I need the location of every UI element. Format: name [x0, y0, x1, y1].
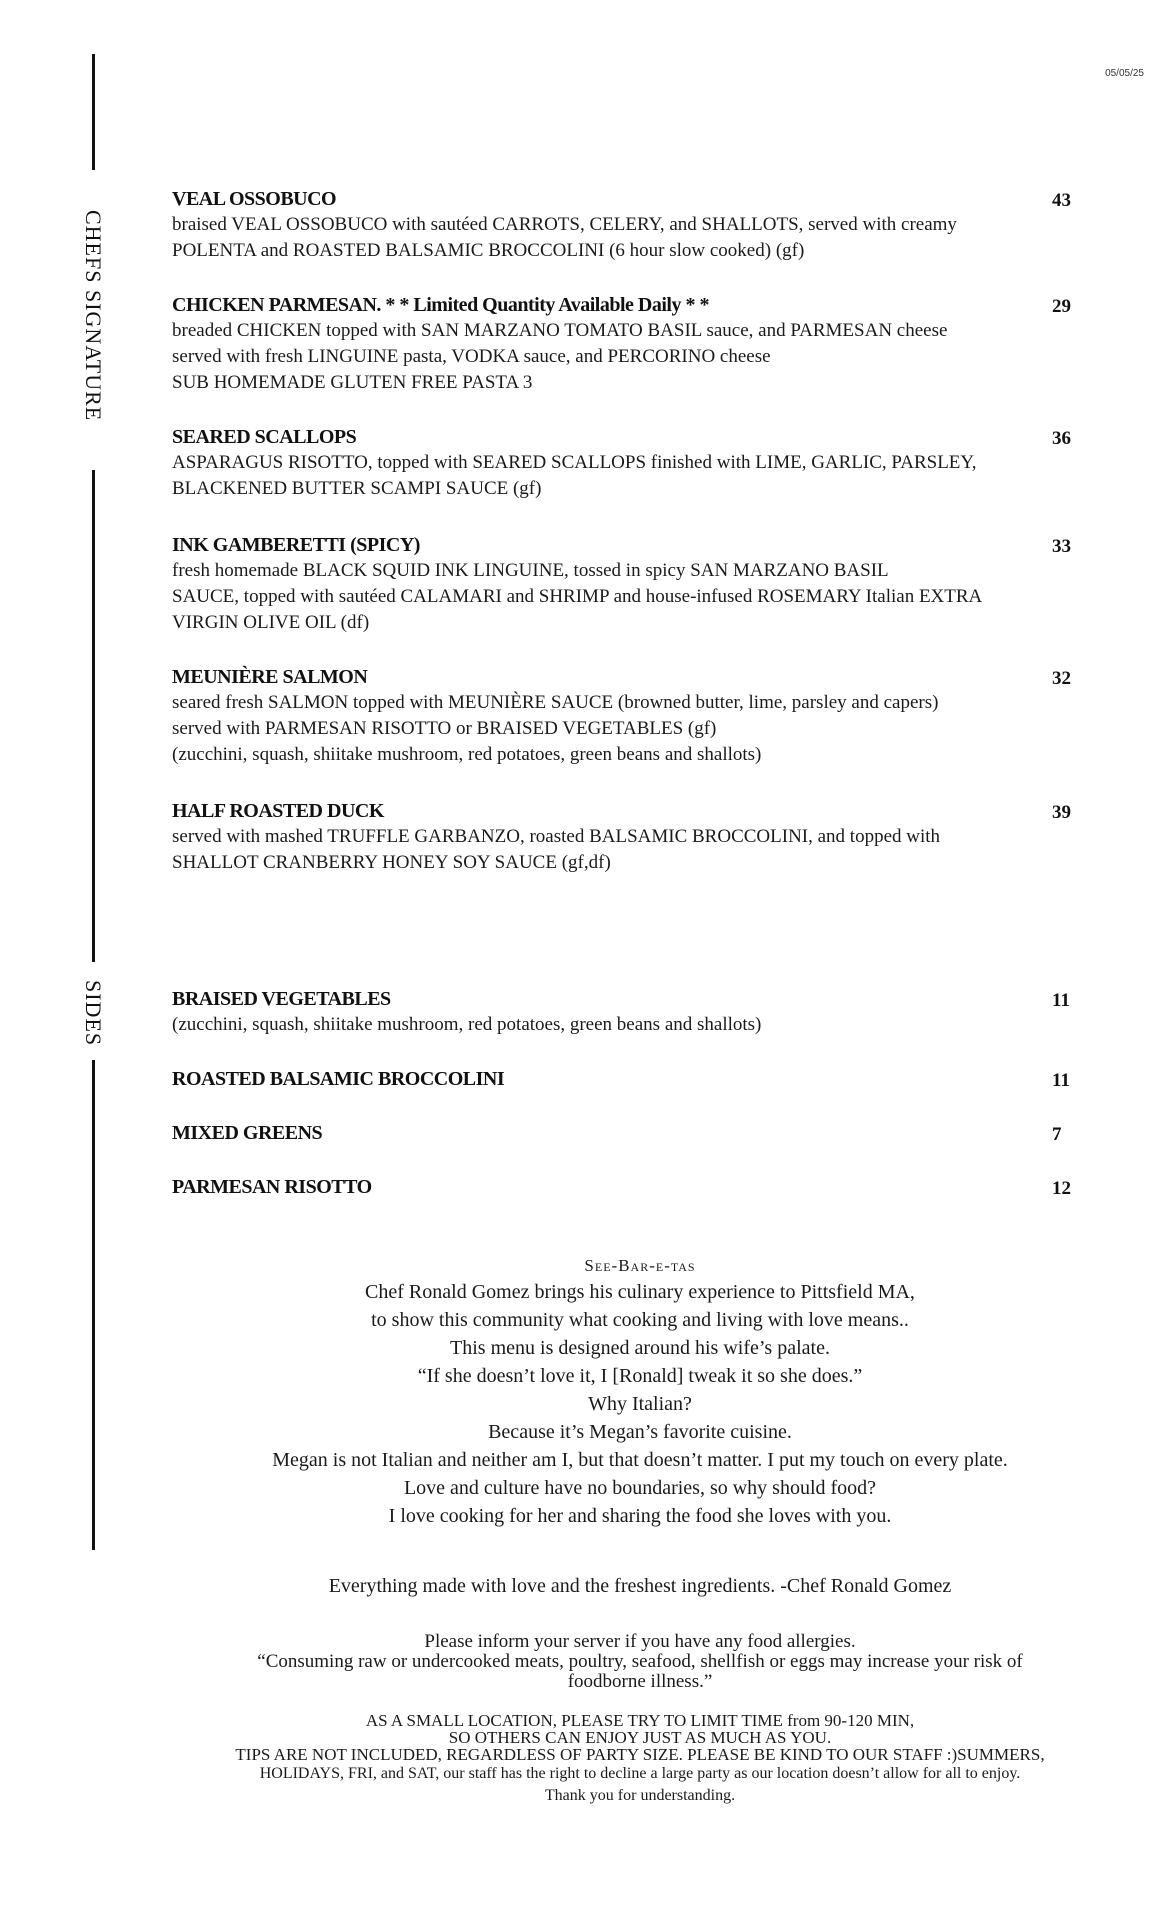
- policy-notice: [160, 1712, 1120, 1807]
- item-name: HALF ROASTED DUCK: [172, 800, 384, 822]
- item-name: ROASTED BALSAMIC BROCCOLINI: [172, 1068, 505, 1090]
- item-description: BLACKENED BUTTER SCAMPI SAUCE (gf): [172, 478, 542, 499]
- allergy-notice: [160, 1632, 1120, 1692]
- item-name: SEARED SCALLOPS: [172, 426, 357, 448]
- item-description: SUB HOMEMADE GLUTEN FREE PASTA 3: [172, 372, 533, 393]
- story-line: Megan is not Italian and neither am I, but that doesn’t matter. I put my touch on every plate.: [272, 1449, 1008, 1471]
- policy-line: Thank you for understanding.: [544, 1787, 736, 1804]
- policy-line: HOLIDAYS, FRI, and SAT, our staff has the right to decline a large party as our location doesn’t allow for all to enjoy.: [259, 1765, 1021, 1782]
- item-description: fresh homemade BLACK SQUID INK LINGUINE, tossed in spicy SAN MARZANO BASIL: [172, 560, 889, 581]
- section-label-signature: CHEFS SIGNATURE: [81, 210, 106, 422]
- item-price: 33: [1052, 536, 1071, 557]
- restaurant-name: See-Bar-e-tas: [584, 1256, 696, 1275]
- menu-item: [172, 986, 1092, 1038]
- divider-line: [92, 470, 95, 962]
- menu-item: [172, 664, 1092, 768]
- allergy-line: foodborne illness.”: [567, 1671, 713, 1692]
- item-price: 11: [1052, 990, 1070, 1011]
- item-description: (zucchini, squash, shiitake mushroom, red potatoes, green beans and shallots): [172, 744, 762, 765]
- item-description: served with PARMESAN RISOTTO or BRAISED VEGETABLES (gf): [172, 718, 717, 739]
- policy-line: TIPS ARE NOT INCLUDED, REGARDLESS OF PARTY SIZE. PLEASE BE KIND TO OUR STAFF :)SUMMERS,: [235, 1745, 1045, 1764]
- divider-line: [92, 54, 95, 170]
- menu-item: [172, 798, 1092, 876]
- restaurant-story: [160, 1254, 1120, 1530]
- item-name: VEAL OSSOBUCO: [172, 188, 337, 210]
- item-price: 36: [1052, 428, 1071, 449]
- policy-line: SO OTHERS CAN ENJOY JUST AS MUCH AS YOU.: [448, 1728, 832, 1747]
- item-name: INK GAMBERETTI (SPICY): [172, 534, 420, 556]
- story-line: Why Italian?: [588, 1393, 692, 1415]
- item-description: VIRGIN OLIVE OIL (df): [172, 612, 370, 633]
- item-name: MEUNIÈRE SALMON: [172, 666, 368, 688]
- item-price: 29: [1052, 296, 1071, 317]
- menu-item: [172, 424, 1092, 502]
- item-name: PARMESAN RISOTTO: [172, 1176, 372, 1198]
- divider-line: [92, 1060, 95, 1550]
- item-name: CHICKEN PARMESAN. * * Limited Quantity Available Daily * *: [172, 294, 709, 316]
- chef-signoff: [160, 1572, 1120, 1600]
- item-description: served with fresh LINGUINE pasta, VODKA sauce, and PERCORINO cheese: [172, 346, 771, 367]
- item-name: BRAISED VEGETABLES: [172, 988, 391, 1010]
- item-description: POLENTA and ROASTED BALSAMIC BROCCOLINI (6 hour slow cooked) (gf): [172, 240, 805, 261]
- menu-item: [172, 292, 1092, 396]
- item-price: 32: [1052, 668, 1071, 689]
- item-price: 43: [1052, 190, 1071, 211]
- item-price: 7: [1052, 1124, 1062, 1145]
- menu-item: [172, 532, 1092, 636]
- allergy-line: “Consuming raw or undercooked meats, poultry, seafood, shellfish or eggs may increase your risk of: [257, 1651, 1023, 1672]
- section-label-sides: SIDES: [81, 979, 106, 1047]
- story-line: to show this community what cooking and living with love means..: [371, 1309, 909, 1331]
- menu-date: 05/05/25: [1105, 68, 1144, 79]
- policy-line: AS A SMALL LOCATION, PLEASE TRY TO LIMIT TIME from 90-120 MIN,: [365, 1711, 915, 1730]
- story-line: Because it’s Megan’s favorite cuisine.: [488, 1421, 792, 1443]
- signoff-line: Everything made with love and the freshest ingredients. -Chef Ronald Gomez: [328, 1575, 952, 1597]
- item-price: 12: [1052, 1178, 1071, 1199]
- item-description: SAUCE, topped with sautéed CALAMARI and SHRIMP and house-infused ROSEMARY Italian EXTRA: [172, 586, 983, 607]
- story-line: Love and culture have no boundaries, so why should food?: [403, 1477, 877, 1499]
- menu-item: [172, 1120, 1092, 1146]
- story-line: I love cooking for her and sharing the food she loves with you.: [388, 1505, 892, 1527]
- story-line: Chef Ronald Gomez brings his culinary experience to Pittsfield MA,: [365, 1281, 915, 1303]
- item-name: MIXED GREENS: [172, 1122, 323, 1144]
- item-description: seared fresh SALMON topped with MEUNIÈRE SAUCE (browned butter, lime, parsley and capers): [172, 692, 939, 713]
- item-description: breaded CHICKEN topped with SAN MARZANO TOMATO BASIL sauce, and PARMESAN cheese: [172, 320, 948, 341]
- item-description: braised VEAL OSSOBUCO with sautéed CARROTS, CELERY, and SHALLOTS, served with creamy: [172, 214, 957, 235]
- menu-item: [172, 1066, 1092, 1092]
- menu-item: [172, 1174, 1092, 1200]
- item-description: ASPARAGUS RISOTTO, topped with SEARED SCALLOPS finished with LIME, GARLIC, PARSLEY,: [172, 452, 977, 473]
- story-line: “If she doesn’t love it, I [Ronald] tweak it so she does.”: [417, 1365, 863, 1387]
- menu-item: [172, 186, 1092, 264]
- item-description: (zucchini, squash, shiitake mushroom, red potatoes, green beans and shallots): [172, 1014, 762, 1035]
- item-price: 11: [1052, 1070, 1070, 1091]
- allergy-line: Please inform your server if you have any food allergies.: [424, 1631, 856, 1652]
- item-description: served with mashed TRUFFLE GARBANZO, roasted BALSAMIC BROCCOLINI, and topped with: [172, 826, 941, 847]
- story-line: This menu is designed around his wife’s palate.: [450, 1337, 830, 1359]
- item-price: 39: [1052, 802, 1071, 823]
- item-description: SHALLOT CRANBERRY HONEY SOY SAUCE (gf,df): [172, 852, 611, 873]
